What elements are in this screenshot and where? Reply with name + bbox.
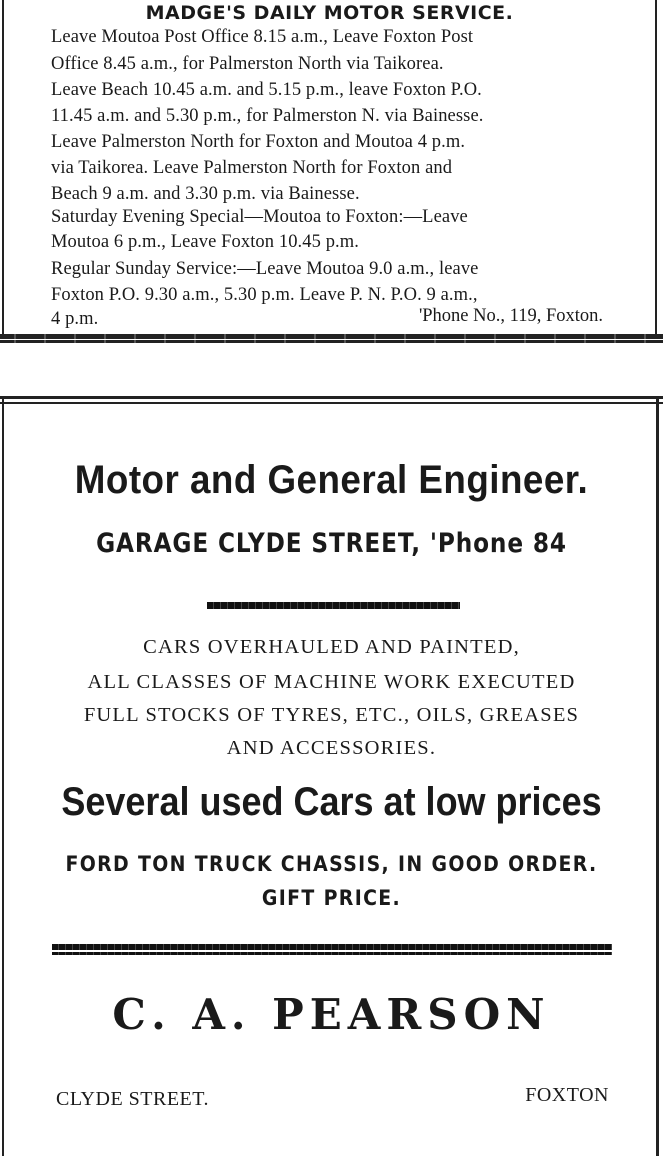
ad-divider <box>0 334 663 339</box>
service-line: ALL CLASSES OF MACHINE WORK EXECUTED <box>87 671 576 693</box>
timetable-line: Leave Palmerston North for Foxton and Moutoa 4 p.m. <box>51 132 466 152</box>
timetable-line: via Taikorea. Leave Palmerston North for Foxton and <box>51 158 453 178</box>
timetable-line: Saturday Evening Special—Moutoa to Foxton:—Leave <box>51 207 468 227</box>
timetable-line: Foxton P.O. 9.30 a.m., 5.30 p.m. Leave P. N. P.O. 9 a.m., <box>51 285 478 305</box>
service-line: FULL STOCKS OF TYRES, ETC., OILS, GREASES <box>83 704 580 726</box>
street-address: CLYDE STREET. <box>56 1088 210 1110</box>
timetable-line: Regular Sunday Service:—Leave Moutoa 9.0 a.m., leave <box>51 259 479 279</box>
decorative-bar <box>52 952 612 955</box>
service-line: AND ACCESSORIES. <box>226 737 437 759</box>
ad-headline: Motor and General Engineer. <box>74 458 589 502</box>
ad-divider <box>0 340 663 343</box>
decorative-bar <box>52 944 612 950</box>
timetable-line: Beach 9 a.m. and 3.30 p.m. via Bainesse. <box>51 184 360 204</box>
timetable-line: Office 8.45 a.m., for Palmerston North via Taikorea. <box>51 54 444 74</box>
motor-service-ad <box>2 0 657 334</box>
timetable-line: 11.45 a.m. and 5.30 p.m., for Palmerston N. via Bainesse. <box>51 106 484 126</box>
gift-price: GIFT PRICE. <box>261 886 402 910</box>
garage-address: GARAGE CLYDE STREET, 'Phone 84 <box>96 528 567 559</box>
engineer-ad <box>2 396 659 1156</box>
ad-title: MADGE'S DAILY MOTOR SERVICE. <box>145 2 514 24</box>
timetable-line: Leave Moutoa Post Office 8.15 a.m., Leave Foxton Post <box>51 27 474 47</box>
timetable-line: Moutoa 6 p.m., Leave Foxton 10.45 p.m. <box>51 232 359 252</box>
timetable-line: 4 p.m. <box>51 309 99 329</box>
service-line: CARS OVERHAULED AND PAINTED, <box>143 636 520 658</box>
decorative-bar <box>207 602 460 609</box>
phone-number: 'Phone No., 119, Foxton. <box>418 306 603 326</box>
truck-offer: FORD TON TRUCK CHASSIS, IN GOOD ORDER. <box>65 852 598 876</box>
timetable-line: Leave Beach 10.45 a.m. and 5.15 p.m., leave Foxton P.O. <box>51 80 482 100</box>
town-name: FOXTON <box>525 1084 609 1106</box>
used-cars-headline: Several used Cars at low prices <box>61 780 602 824</box>
proprietor-name: C. A. PEARSON <box>112 990 551 1039</box>
